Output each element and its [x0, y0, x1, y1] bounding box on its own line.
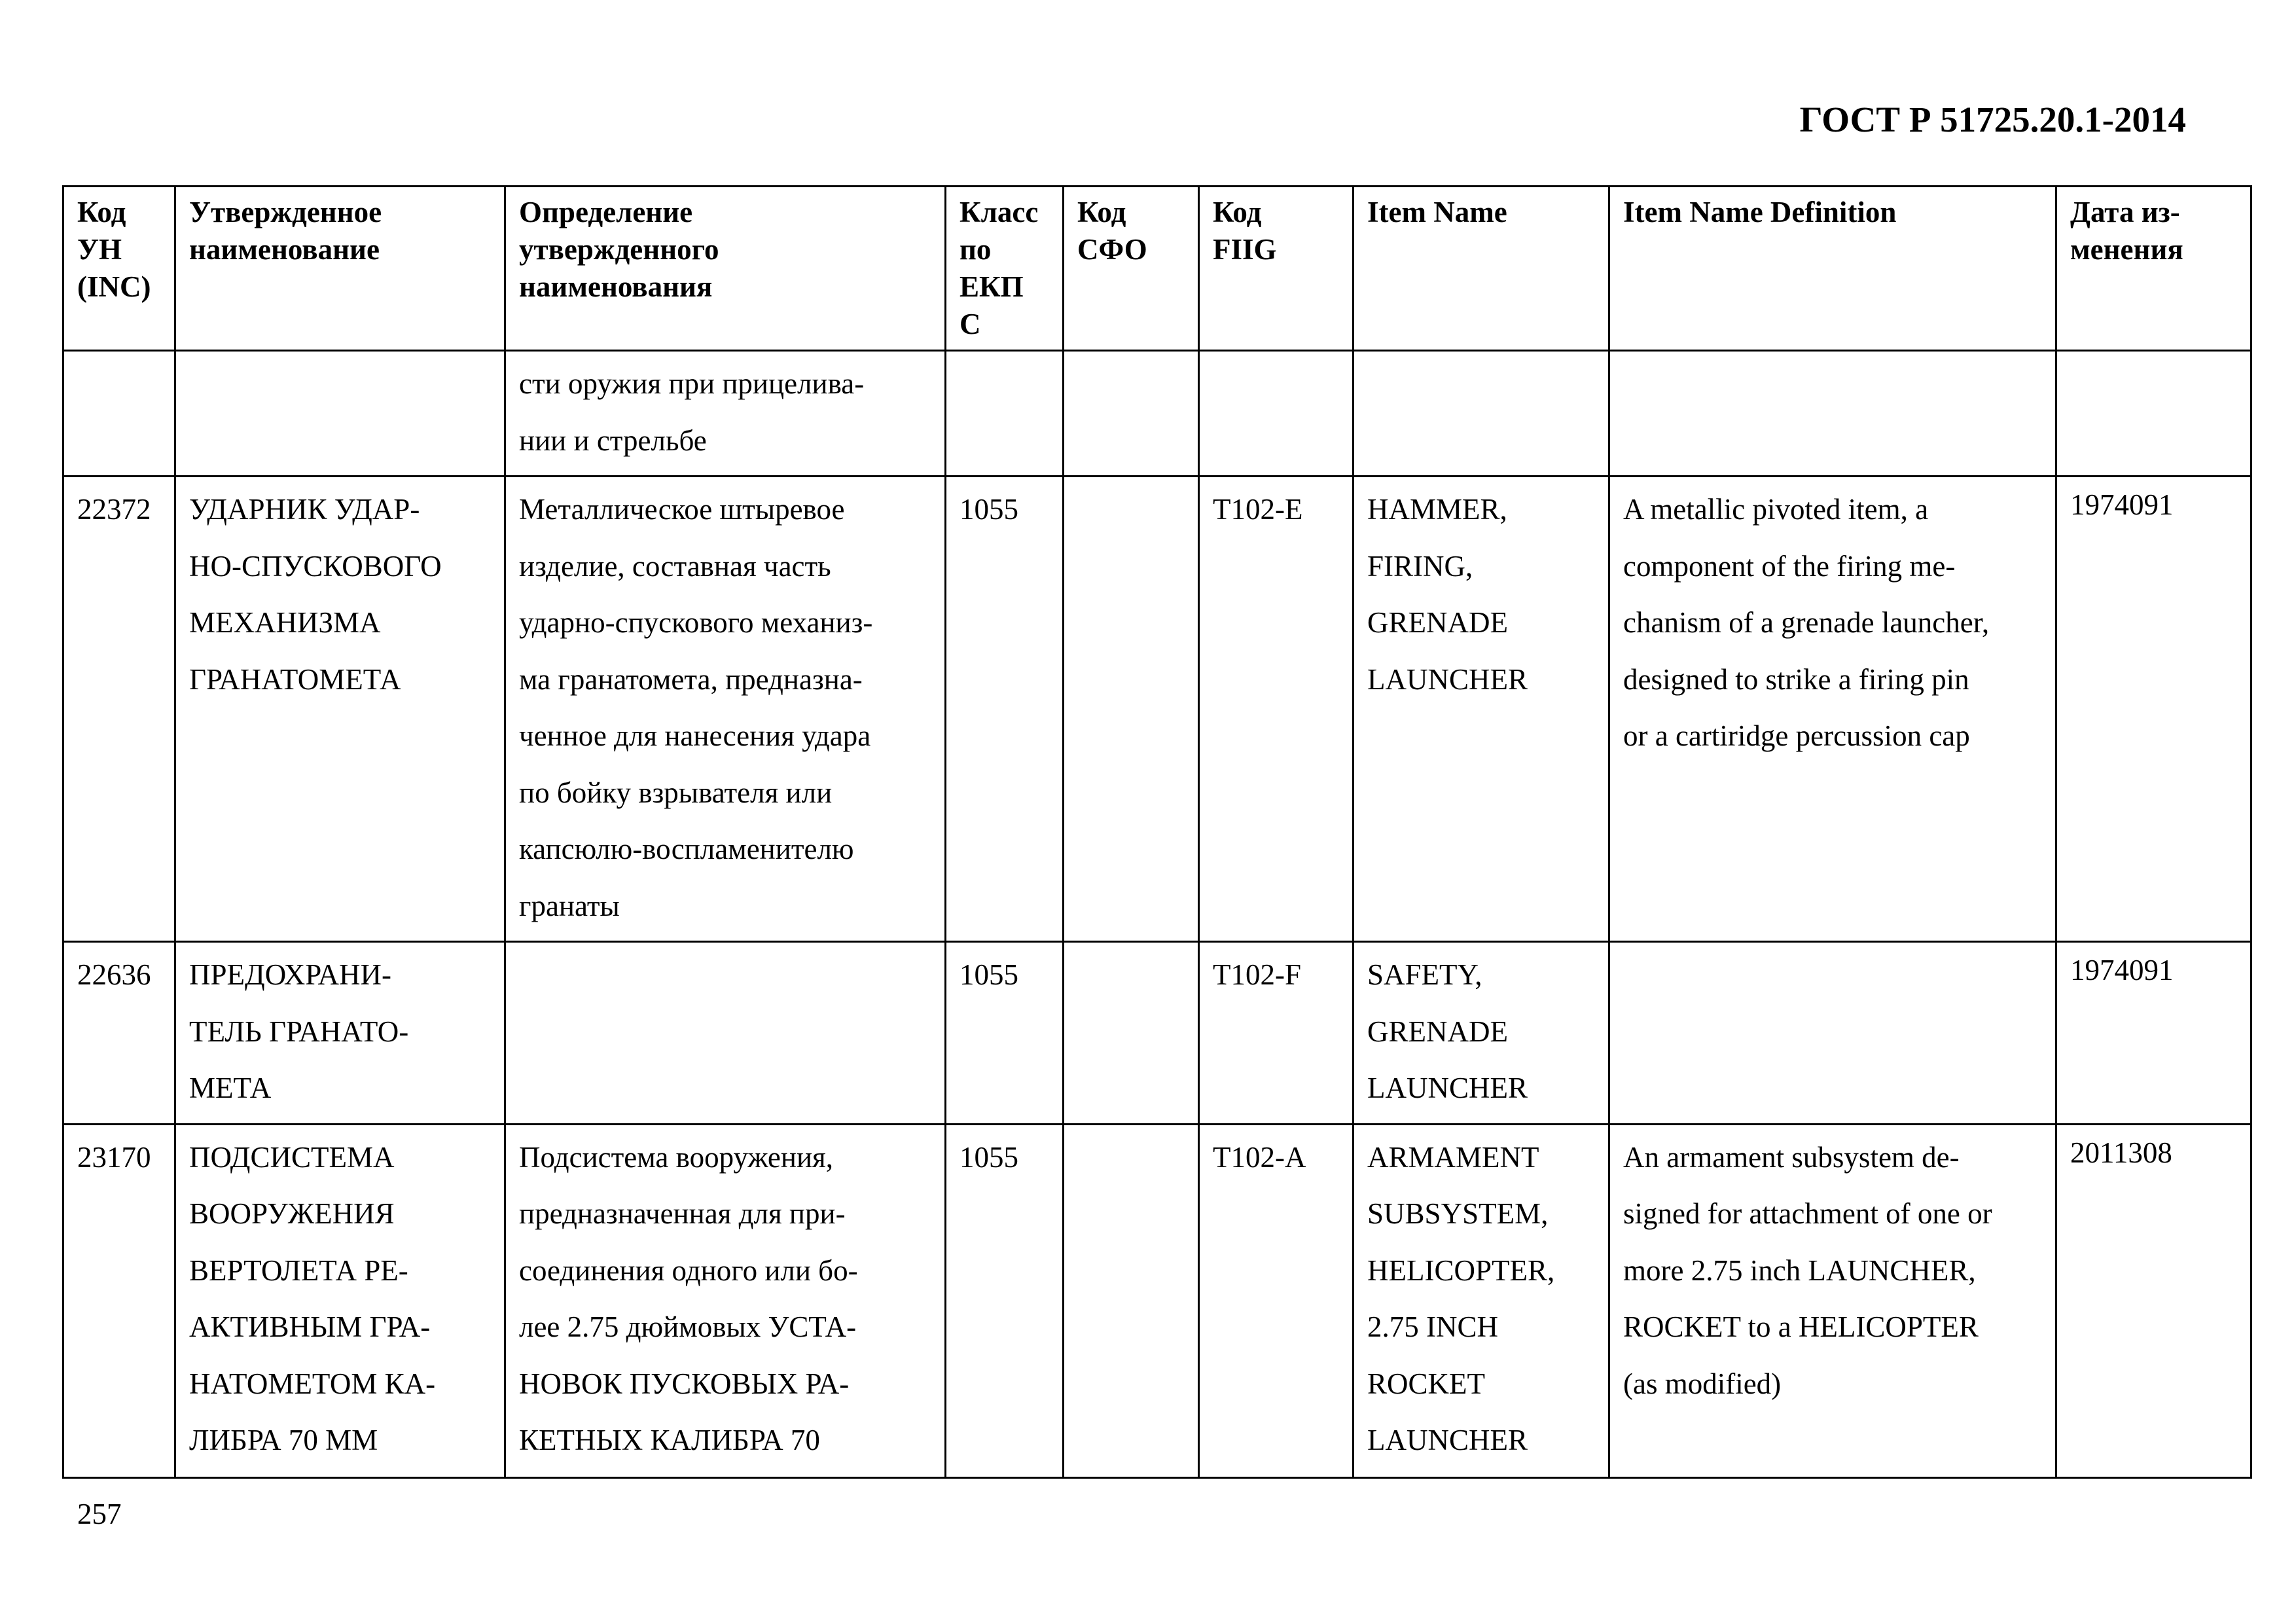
cell-line: LAUNCHER [1367, 1424, 1528, 1456]
cell-line: УДАРНИК УДАР- [189, 493, 420, 526]
cell-line: 2.75 INCH [1367, 1310, 1498, 1343]
cell-fiig-code: T102-E [1199, 477, 1354, 942]
table-row [63, 477, 2251, 942]
cell-change-date: 1974091 [2056, 942, 2251, 1125]
cell-code-inc: 23170 [63, 1124, 175, 1477]
cell-line: НО-СПУСКОВОГО [189, 549, 442, 583]
cell-line: ПОДСИСТЕМА [189, 1140, 395, 1174]
cell-line: утвержденного [519, 233, 719, 266]
cell-line: нии и стрельбе [519, 424, 707, 457]
cell-line: HAMMER, [1367, 493, 1507, 526]
cell-line: ТЕЛЬ ГРАНАТО- [189, 1015, 409, 1048]
cell-line: по бойку взрывателя или [519, 776, 833, 809]
cell-line: or a cartiridge percussion cap [1623, 719, 1970, 752]
cell-line: ВООРУЖЕНИЯ [189, 1197, 395, 1230]
cell-line: ГРАНАТОМЕТА [189, 662, 401, 696]
cell-line: chanism of a grenade launcher, [1623, 606, 1990, 639]
table-row [63, 1124, 2251, 1477]
cell-line: по [960, 233, 992, 266]
cell-line: наименование [189, 233, 380, 266]
cell-line: НОВОК ПУСКОВЫХ РА- [519, 1367, 850, 1400]
cell-line: ПРЕДОХРАНИ- [189, 958, 391, 991]
cell-line: ВЕРТОЛЕТА РЕ- [189, 1254, 408, 1287]
cell-line: FIIG [1213, 233, 1277, 266]
header-ekps-class [946, 187, 1064, 351]
cell-item-name-definition [1609, 477, 2056, 942]
cell-line: Дата из- [2070, 196, 2180, 228]
cell-approved-name [175, 351, 505, 477]
table-row [63, 942, 2251, 1125]
cell-line: КЕТНЫХ КАЛИБРА 70 [519, 1424, 820, 1456]
header-item-name [1354, 187, 1609, 351]
cell-line: Код [77, 196, 126, 228]
document-header: ГОСТ Р 51725.20.1-2014 [1799, 99, 2186, 139]
cell-line: менения [2070, 233, 2183, 266]
cell-line: Класс [960, 196, 1039, 228]
cell-line: signed for attachment of one or [1623, 1197, 1992, 1230]
cell-line: Подсистема вооружения, [519, 1140, 833, 1174]
cell-approved-name [175, 1124, 505, 1477]
cell-line: ма гранатомета, предназна- [519, 662, 863, 696]
cell-definition [505, 351, 946, 477]
cell-line: Определение [519, 196, 693, 228]
cell-line: more 2.75 inch LAUNCHER, [1623, 1254, 1976, 1287]
cell-line: LAUNCHER [1367, 1072, 1528, 1104]
cell-line: УН [77, 233, 122, 266]
header-fiig-code [1199, 187, 1354, 351]
cell-line: ударно-спускового механиз- [519, 606, 873, 639]
cell-line: изделие, составная часть [519, 549, 831, 583]
cell-line: FIRING, [1367, 549, 1473, 583]
cell-line: SAFETY, [1367, 958, 1482, 991]
cell-line: С [960, 308, 981, 340]
cell-sfo-code [1064, 942, 1199, 1125]
cell-approved-name [175, 942, 505, 1125]
header-change-date [2056, 187, 2251, 351]
table-row [63, 351, 2251, 477]
cell-line: A metallic pivoted item, a [1623, 493, 1929, 526]
header-row [63, 187, 2251, 351]
cell-line: гранаты [519, 889, 620, 922]
cell-change-date: 1974091 [2056, 477, 2251, 942]
cell-fiig-code: T102-F [1199, 942, 1354, 1125]
cell-code-inc: 22636 [63, 942, 175, 1125]
cell-line: МЕТА [189, 1072, 272, 1104]
header-item-name-definition [1609, 187, 2056, 351]
cell-line: лее 2.75 дюймовых УСТА- [519, 1310, 857, 1343]
cell-line: капсюлю-воспламенителю [519, 833, 854, 865]
cell-line: component of the firing me- [1623, 549, 1956, 583]
cell-line: соединения одного или бо- [519, 1254, 858, 1287]
cell-change-date: 2011308 [2056, 1124, 2251, 1477]
header-code-inc [63, 187, 175, 351]
cell-line: designed to strike a firing pin [1623, 662, 1969, 696]
cell-line: ЛИБРА 70 ММ [189, 1424, 378, 1456]
cell-line: GRENADE [1367, 1015, 1508, 1048]
cell-line: An armament subsystem de- [1623, 1140, 1960, 1174]
cell-sfo-code [1064, 477, 1199, 942]
cell-code-inc [63, 351, 175, 477]
cell-definition [505, 1124, 946, 1477]
cell-item-name-definition [1609, 942, 2056, 1125]
cell-item-name [1354, 1124, 1609, 1477]
header-approved-name [175, 187, 505, 351]
cell-fiig-code [1199, 351, 1354, 477]
cell-item-name-definition [1609, 1124, 2056, 1477]
cell-fiig-code: T102-A [1199, 1124, 1354, 1477]
cell-ekps-class [946, 351, 1064, 477]
header-sfo-code [1064, 187, 1199, 351]
cell-definition [505, 942, 946, 1125]
cell-item-name [1354, 477, 1609, 942]
cell-ekps-class: 1055 [946, 1124, 1064, 1477]
cell-line: сти оружия при прицелива- [519, 367, 865, 400]
cell-line: АКТИВНЫМ ГРА- [189, 1310, 431, 1343]
cell-sfo-code [1064, 351, 1199, 477]
cell-item-name [1354, 351, 1609, 477]
cell-line: Item Name [1367, 196, 1507, 228]
cell-approved-name [175, 477, 505, 942]
cell-line: ROCKET [1367, 1367, 1485, 1400]
cell-line: SUBSYSTEM, [1367, 1197, 1549, 1230]
cell-line: GRENADE [1367, 606, 1508, 639]
cell-item-name [1354, 942, 1609, 1125]
cell-line: НАТОМЕТОМ КА- [189, 1367, 436, 1400]
cell-ekps-class: 1055 [946, 477, 1064, 942]
cell-line: (as modified) [1623, 1367, 1782, 1400]
cell-line: наименования [519, 270, 713, 303]
cell-line: МЕХАНИЗМА [189, 606, 381, 639]
cell-line: Утвержденное [189, 196, 382, 228]
cell-line: ЕКП [960, 270, 1024, 303]
cell-ekps-class: 1055 [946, 942, 1064, 1125]
cell-line: Металлическое штыревое [519, 493, 845, 526]
cell-sfo-code [1064, 1124, 1199, 1477]
cell-line: HELICOPTER, [1367, 1254, 1555, 1287]
cell-line: ARMAMENT [1367, 1140, 1539, 1174]
cell-item-name-definition [1609, 351, 2056, 477]
cell-change-date [2056, 351, 2251, 477]
classifier-table [62, 185, 2252, 1479]
cell-line: Код [1077, 196, 1126, 228]
page-number: 257 [77, 1498, 122, 1530]
cell-definition [505, 477, 946, 942]
cell-line: LAUNCHER [1367, 662, 1528, 696]
cell-line: ченное для нанесения удара [519, 719, 871, 752]
cell-line: (INC) [77, 270, 151, 303]
cell-code-inc: 22372 [63, 477, 175, 942]
cell-line: ROCKET to a HELICOPTER [1623, 1310, 1979, 1343]
cell-line: СФО [1077, 233, 1147, 266]
cell-line: Код [1213, 196, 1262, 228]
cell-line: предназначенная для при- [519, 1197, 846, 1230]
header-definition [505, 187, 946, 351]
cell-line: Item Name Definition [1623, 196, 1897, 228]
